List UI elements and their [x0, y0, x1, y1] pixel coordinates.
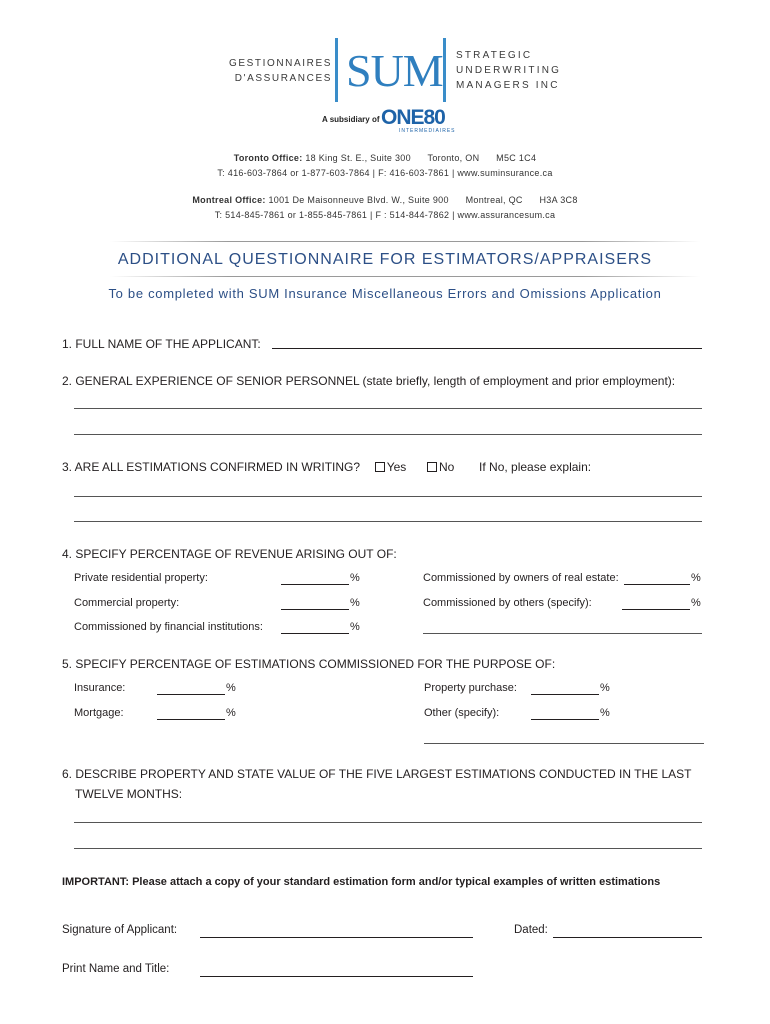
q4-financial-field[interactable]	[281, 633, 349, 634]
q5-mortgage-label: Mortgage:	[74, 707, 124, 719]
q6-answer-line-2[interactable]	[74, 848, 702, 849]
q4-commercial-label: Commercial property:	[74, 597, 180, 609]
page-subtitle: To be completed with SUM Insurance Miscellaneous Errors and Omissions Application	[108, 286, 662, 301]
logo-sum: SUM	[346, 45, 443, 96]
q3-answer-line-1[interactable]	[74, 496, 702, 497]
q6-label-line2: TWELVE MONTHS:	[75, 787, 183, 801]
logo-bar-right	[443, 38, 446, 102]
q5-insurance-label: Insurance:	[74, 682, 126, 694]
q2-answer-line-1[interactable]	[74, 408, 702, 409]
signature-field[interactable]	[200, 937, 473, 938]
q4-commercial-field[interactable]	[281, 609, 349, 610]
logo-right-line1: STRATEGIC	[456, 50, 533, 61]
q4-others-label: Commissioned by others (specify):	[423, 597, 592, 609]
q3-explain-label: If No, please explain:	[479, 460, 592, 474]
q5-insurance-pct: %	[226, 682, 236, 694]
one80-logo-sub: INTERMEDIAIRES	[399, 128, 456, 134]
q5-other-pct: %	[600, 707, 610, 719]
q5-other-field[interactable]	[531, 719, 599, 720]
q6-answer-line-1[interactable]	[74, 822, 702, 823]
q5-other-specify-line[interactable]	[424, 743, 704, 744]
no-label: No	[439, 460, 455, 474]
q4-others-specify-line[interactable]	[423, 633, 702, 634]
q5-other-label: Other (specify):	[424, 707, 500, 719]
q4-commercial-pct: %	[350, 597, 360, 609]
q5-mortgage-field[interactable]	[157, 719, 225, 720]
print-name-field[interactable]	[200, 976, 473, 977]
q2-answer-line-2[interactable]	[74, 434, 702, 435]
q4-financial-pct: %	[350, 621, 360, 633]
toronto-office-line	[0, 153, 770, 163]
logo-bar-left	[335, 38, 338, 102]
q4-owners-field[interactable]	[624, 584, 690, 585]
q6-label-line1: 6. DESCRIBE PROPERTY AND STATE VALUE OF THE FIVE LARGEST ESTIMATIONS CONDUCTED IN THE LAST	[62, 767, 692, 781]
logo-left-line1: GESTIONNAIRES	[228, 58, 332, 69]
dated-label: Dated:	[514, 924, 548, 936]
q4-private-field[interactable]	[281, 584, 349, 585]
q3-answer-line-2[interactable]	[74, 521, 702, 522]
important-note: IMPORTANT: Please attach a copy of your standard estimation form and/or typical examples of written estimations	[62, 876, 661, 888]
logo-right-text	[456, 48, 561, 93]
one80-logo: ONE80	[381, 106, 445, 129]
header-divider	[110, 241, 700, 242]
q1-name-field[interactable]	[272, 348, 702, 349]
q5-mortgage-pct: %	[226, 707, 236, 719]
logo-right-line3: MANAGERS INC	[456, 80, 560, 91]
yes-checkbox[interactable]	[375, 462, 385, 472]
title-divider	[110, 276, 700, 277]
subsidiary-text: A subsidiary of	[322, 115, 380, 124]
logo-right-line2: UNDERWRITING	[456, 65, 562, 76]
toronto-office-address: 18 King St. E., Suite 300 Toronto, ON M5C 1C4	[305, 153, 537, 163]
montreal-office-label: Montreal Office:	[192, 195, 266, 205]
yes-label: Yes	[386, 460, 407, 474]
toronto-office-label: Toronto Office:	[233, 153, 303, 163]
logo-left-line2: D'ASSURANCES	[234, 73, 332, 84]
montreal-office-address: 1001 De Maisonneuve Blvd. W., Suite 900 Montreal, QC H3A 3C8	[268, 195, 578, 205]
q4-label: 4. SPECIFY PERCENTAGE OF REVENUE ARISING OUT OF:	[62, 547, 397, 561]
q4-private-pct: %	[350, 572, 360, 584]
q3-row	[62, 460, 591, 474]
q5-purchase-label: Property purchase:	[424, 682, 517, 694]
print-name-label: Print Name and Title:	[62, 963, 170, 975]
montreal-office-line	[0, 195, 770, 205]
q4-private-label: Private residential property:	[74, 572, 208, 584]
q4-owners-pct: %	[691, 572, 701, 584]
q4-others-pct: %	[691, 597, 701, 609]
q5-purchase-pct: %	[600, 682, 610, 694]
q5-purchase-field[interactable]	[531, 694, 599, 695]
dated-field[interactable]	[553, 937, 702, 938]
q3-label: 3. ARE ALL ESTIMATIONS CONFIRMED IN WRITING?	[62, 460, 361, 474]
q4-owners-label: Commissioned by owners of real estate:	[423, 572, 619, 584]
logo-left-text	[200, 56, 332, 86]
signature-label: Signature of Applicant:	[62, 924, 178, 936]
q5-insurance-field[interactable]	[157, 694, 225, 695]
q4-financial-label: Commissioned by financial institutions:	[74, 621, 263, 633]
q2-label: 2. GENERAL EXPERIENCE OF SENIOR PERSONNEL (state briefly, length of employment and prior employment):	[62, 374, 676, 388]
q1-label: 1. FULL NAME OF THE APPLICANT:	[62, 337, 261, 351]
toronto-contact: T: 416-603-7864 or 1-877-603-7864 | F: 416-603-7861 | www.suminsurance.ca	[217, 168, 553, 178]
q4-others-field[interactable]	[622, 609, 690, 610]
page-title: ADDITIONAL QUESTIONNAIRE FOR ESTIMATORS/APPRAISERS	[117, 251, 653, 268]
montreal-contact: T: 514-845-7861 or 1-855-845-7861 | F : 514-844-7862 | www.assurancesum.ca	[214, 210, 556, 220]
q5-label: 5. SPECIFY PERCENTAGE OF ESTIMATIONS COMMISSIONED FOR THE PURPOSE OF:	[62, 657, 556, 671]
no-checkbox[interactable]	[427, 462, 437, 472]
